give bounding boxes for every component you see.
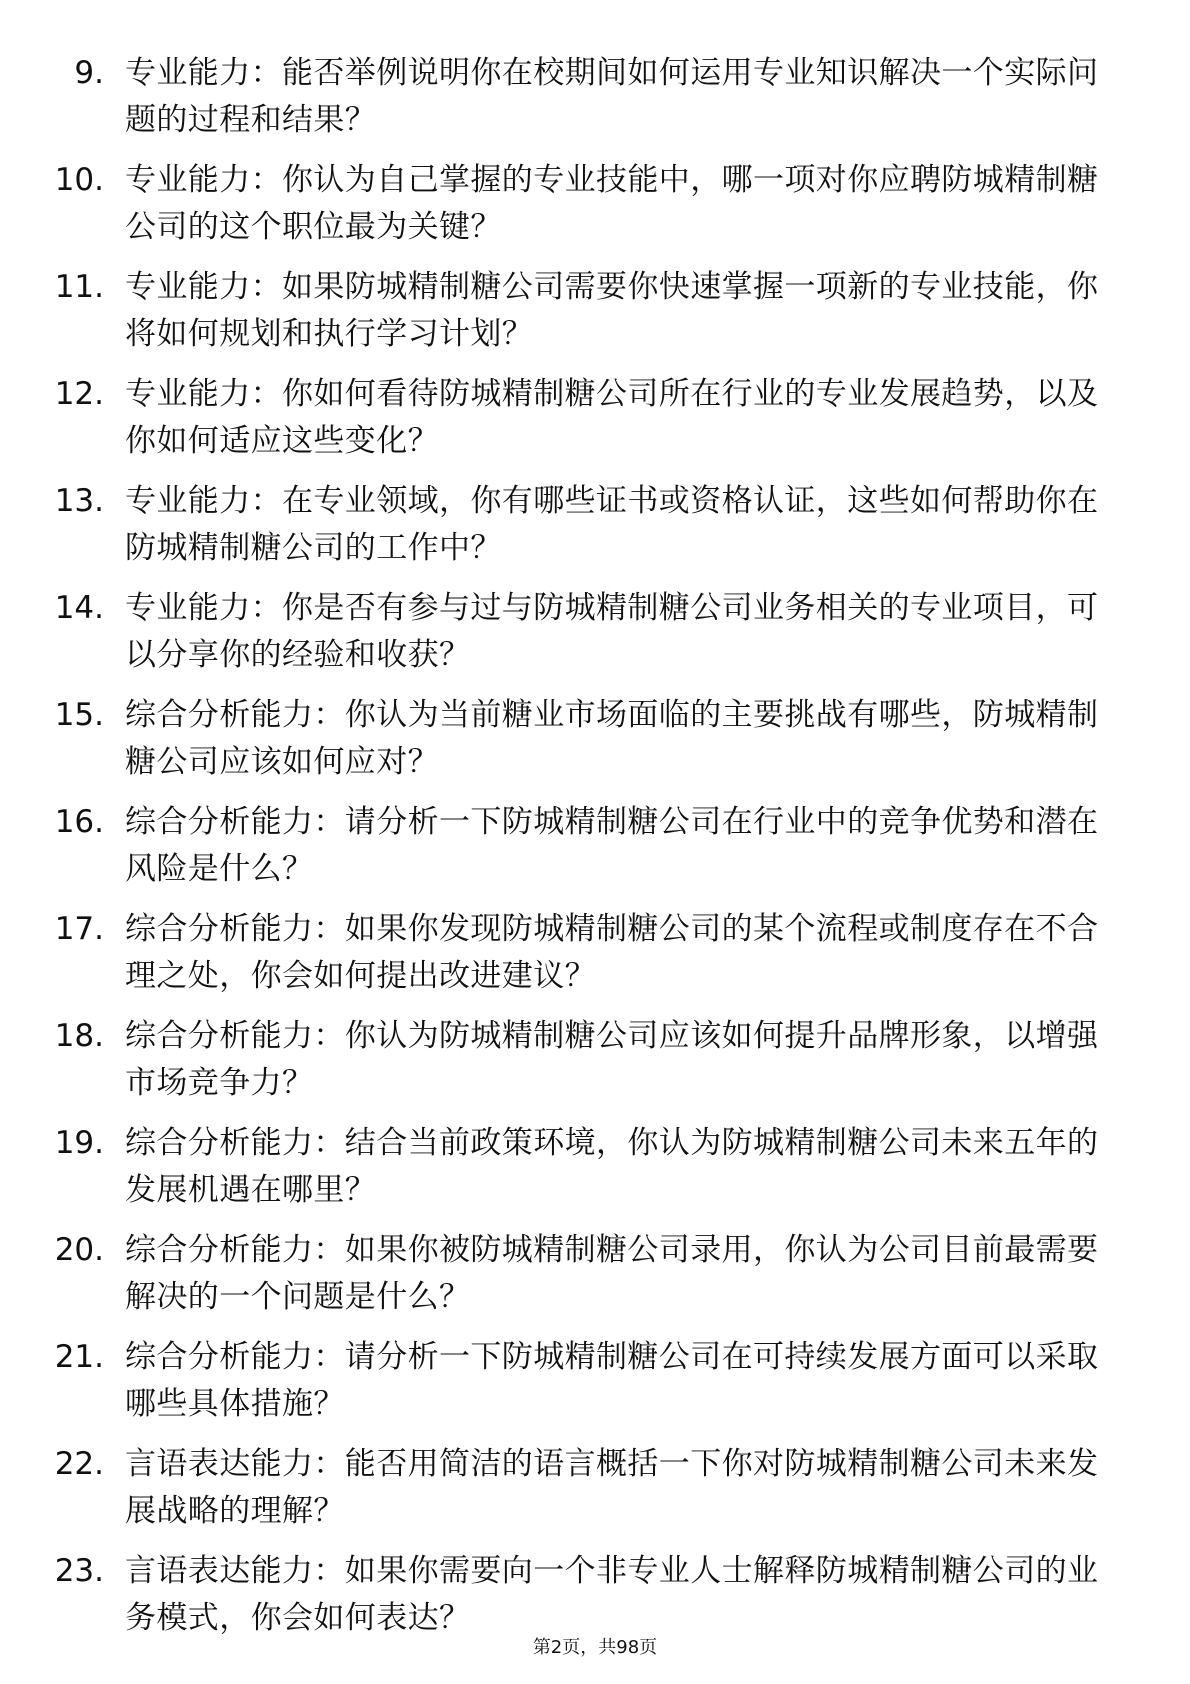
question-text: 言语表达能力：能否用简洁的语言概括一下你对防城精制糖公司未来发展战略的理解？ — [125, 1446, 1099, 1529]
page-footer — [0, 1636, 1190, 1660]
question-item — [0, 692, 1190, 786]
question-number: 17. — [54, 911, 104, 947]
question-number: 21. — [54, 1339, 104, 1375]
question-number: 15. — [54, 697, 104, 733]
question-text: 综合分析能力：结合当前政策环境，你认为防城精制糖公司未来五年的发展机遇在哪里？ — [125, 1125, 1099, 1208]
question-item — [0, 1013, 1190, 1107]
question-item — [0, 1441, 1190, 1535]
question-text: 综合分析能力：你认为当前糖业市场面临的主要挑战有哪些，防城精制糖公司应该如何应对？ — [125, 697, 1099, 780]
question-number: 19. — [54, 1125, 104, 1161]
question-text: 综合分析能力：如果你被防城精制糖公司录用，你认为公司目前最需要解决的一个问题是什么？ — [125, 1232, 1099, 1315]
question-item — [0, 585, 1190, 679]
question-number: 16. — [54, 804, 104, 840]
question-text: 言语表达能力：如果你需要向一个非专业人士解释防城精制糖公司的业务模式，你会如何表达？ — [125, 1553, 1099, 1636]
question-item — [0, 50, 1190, 144]
question-item — [0, 157, 1190, 251]
question-number: 18. — [54, 1018, 104, 1054]
question-item — [0, 264, 1190, 358]
question-item — [0, 1227, 1190, 1321]
question-item — [0, 799, 1190, 893]
question-item — [0, 478, 1190, 572]
question-text: 专业能力：你如何看待防城精制糖公司所在行业的专业发展趋势，以及你如何适应这些变化？ — [125, 376, 1099, 459]
question-text: 专业能力：你是否有参与过与防城精制糖公司业务相关的专业项目，可以分享你的经验和收获？ — [125, 590, 1099, 673]
question-text: 专业能力：你认为自己掌握的专业技能中，哪一项对你应聘防城精制糖公司的这个职位最为关键？ — [125, 162, 1099, 245]
page-number-label: 第2页，共98页 — [532, 1637, 658, 1658]
question-item — [0, 1334, 1190, 1428]
question-number: 14. — [54, 590, 104, 626]
question-number: 11. — [54, 269, 104, 305]
question-number: 23. — [54, 1553, 104, 1589]
question-item — [0, 371, 1190, 465]
question-text: 综合分析能力：你认为防城精制糖公司应该如何提升品牌形象，以增强市场竞争力？ — [125, 1018, 1099, 1101]
question-number: 12. — [54, 376, 104, 412]
question-item — [0, 1548, 1190, 1642]
question-number: 10. — [54, 162, 104, 198]
question-list — [0, 50, 1190, 1655]
question-number: 20. — [54, 1232, 104, 1268]
question-item — [0, 906, 1190, 1000]
question-text: 综合分析能力：如果你发现防城精制糖公司的某个流程或制度存在不合理之处，你会如何提出改进建议？ — [125, 911, 1099, 994]
question-number: 9. — [74, 55, 104, 91]
question-number: 13. — [54, 483, 104, 519]
question-text: 综合分析能力：请分析一下防城精制糖公司在行业中的竞争优势和潜在风险是什么？ — [125, 804, 1099, 887]
question-number: 22. — [54, 1446, 104, 1482]
question-text: 专业能力：如果防城精制糖公司需要你快速掌握一项新的专业技能，你将如何规划和执行学习计划？ — [125, 269, 1099, 352]
question-item — [0, 1120, 1190, 1214]
question-text: 专业能力：能否举例说明你在校期间如何运用专业知识解决一个实际问题的过程和结果？ — [125, 55, 1099, 138]
question-text: 专业能力：在专业领域，你有哪些证书或资格认证，这些如何帮助你在防城精制糖公司的工作中？ — [125, 483, 1099, 566]
question-text: 综合分析能力：请分析一下防城精制糖公司在可持续发展方面可以采取哪些具体措施？ — [125, 1339, 1099, 1422]
